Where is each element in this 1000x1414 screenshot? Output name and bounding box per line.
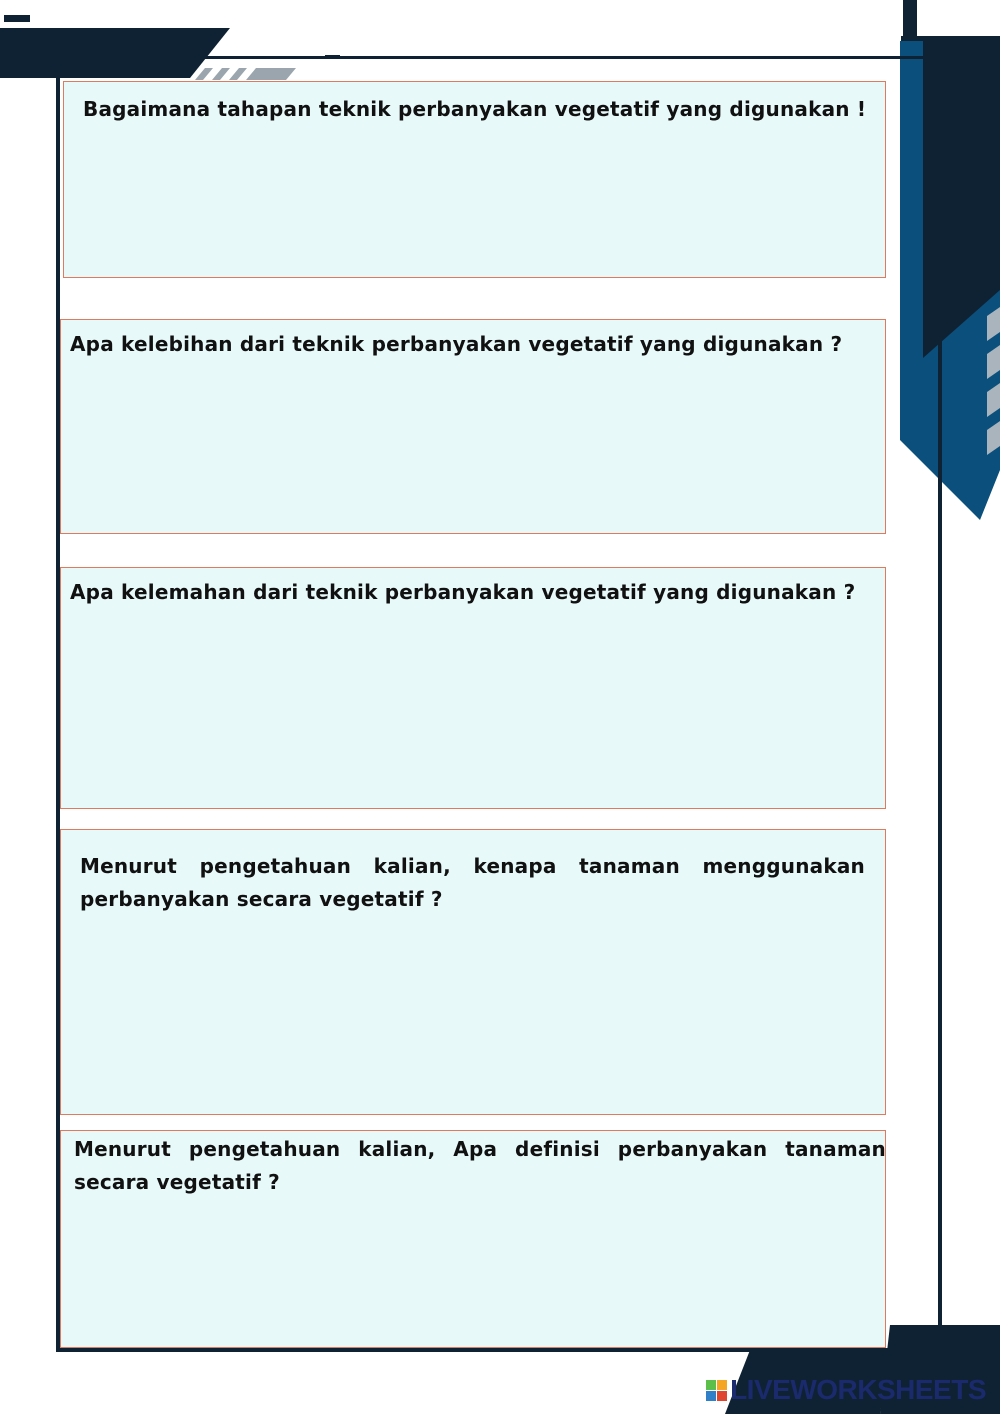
question-box-4	[60, 829, 886, 1115]
question-text-4: Menurut pengetahuan kalian, kenapa tanaman menggunakan perbanyakan secara vegetatif ?	[80, 854, 865, 911]
answer-input-2[interactable]	[70, 375, 874, 527]
question-box-3	[60, 567, 886, 809]
answer-input-4[interactable]	[80, 930, 869, 1109]
question-text-3: Apa kelemahan dari teknik perbanyakan vegetatif yang digunakan ?	[70, 580, 856, 604]
answer-input-1[interactable]	[83, 137, 877, 271]
liveworksheets-logo-icon	[706, 1380, 727, 1401]
question-box-5	[60, 1130, 886, 1348]
answer-input-5[interactable]	[74, 1211, 878, 1343]
question-text-5: Menurut pengetahuan kalian, Apa definisi perbanyakan tanaman secara vegetatif ?	[74, 1137, 886, 1194]
question-text-2: Apa kelebihan dari teknik perbanyakan vegetatif yang digunakan ?	[70, 332, 843, 356]
question-box-1	[63, 81, 886, 278]
question-text-1: Bagaimana tahapan teknik perbanyakan vegetatif yang digunakan !	[83, 97, 867, 121]
liveworksheets-logo-text: LIVEWORKSHEETS	[730, 1374, 986, 1405]
question-box-2	[60, 319, 886, 534]
answer-input-3[interactable]	[70, 623, 874, 802]
liveworksheets-logo	[706, 1374, 986, 1406]
